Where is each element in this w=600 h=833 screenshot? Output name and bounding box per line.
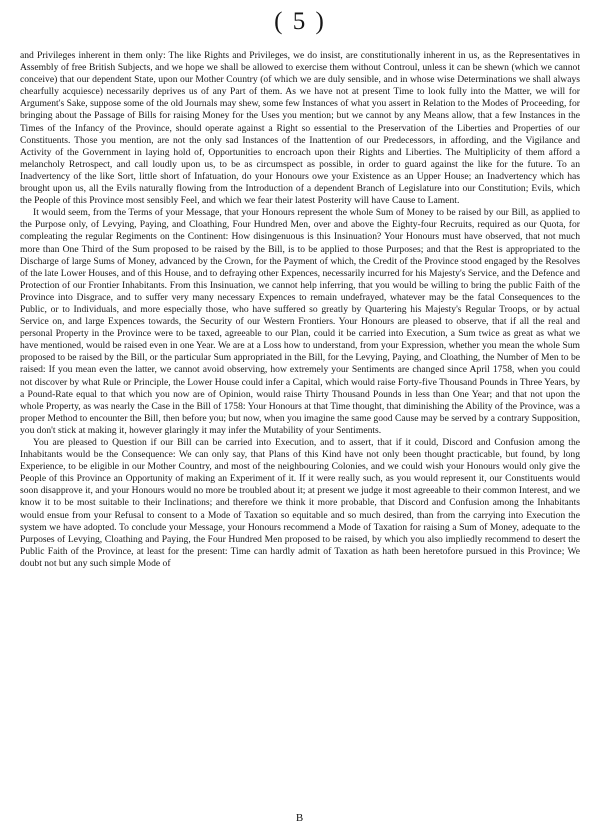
body-text	[20, 50, 580, 570]
paragraph: You are pleased to Question if our Bill can be carried into Execution, and to assert, that if it could, Discord and Confusion among the Inhabitants would be the Consequence: We can only say, that Plans of this Kind have not only been thought practicable, but found, by long Experience, to be eligible in our Mother Country, and most of the neighbouring Colonies, and we could wish your Honours would only give the People of this Province an Opportunity of making an Experiment of it. If it were really such, as you would represent it, our Constituents would soon disapprove it, and your Honours would no more be troubled about it; at present we judge it most agreeable to their common Interest, and we know it to be most suitable to their Inclinations; and therefore we think it more probable, that Discord and Confusion among the Inhabitants would ensue from your Refusal to consent to a Mode of Taxation so equitable and so much desired, than from the carrying into Execution the system we have adopted. To conclude your Message, your Honours recommend a Mode of Taxation for raising a Sum of Money, adequate to the Purposes of Levying, Cloathing and Paying, the Four Hundred Men proposed to be raised, by which you also impliedly recommend to desert the Public Faith of the Province, at least for the present: Time can hardly admit of Taxation as hath been heretofore pursued in this Province; We doubt not but any such simple Mode of	[20, 437, 580, 569]
paragraph: It would seem, from the Terms of your Message, that your Honours represent the whole Sum of Money to be raised by our Bill, as applied to the Purpose only, of Levying, Paying, and Cloathing, Four Hundred Men, over and above the Eighty-four Recruits, required as our Quota, for compleating the regular Regiments on the Continent: How disingenuous is this Insinuation? Your Honours must have observed, that not much more than One Third of the Sum proposed to be raised by the Bill, is to be applied to those Purposes; and that the Rest is appropriated to the Discharge of large Sums of Money, advanced by the Crown, for the Payment of which, the Credit of the Province stood engaged by the Resolves of the late Lower Houses, and of this House, and to defraying other Expences, necessarily incurred for his Majesty's Service, and the Defence and Protection of our Frontier Inhabitants. From this Insinuation, we cannot help inferring, that you would be willing to bring the public Faith of the Province into Disgrace, and to suffer very many necessary Expences to remain undefrayed, whatever may be the fatal Consequences to the Public, or to Individuals, and more especially those, who have suffered so greatly by Quartering his Majesty's Regular Troops, or by actual Service on, and large Expences towards, the Security of our Western Frontiers. Your Honours are pleased to observe, that if all the real and personal Property in the Province were to be taxed, agreeable to our Plan, could it be carried into Execution, a Sum twice as great as what we have mentioned, would be raised even in one Year. We are at a Loss how to understand, from your Expression, whether you mean the whole Sum proposed to be raised by the Bill, or the particular Sum appropriated in the Bill, for the Levying, Paying, and Cloathing, the Number of Men to be raised: If you mean even the latter, we cannot avoid observing, how extremely your Sentiments are changed since April 1758, when you could not discover by what Rule or Principle, the Lower House could infer a Capital, which would raise Forty-five Thousand Pounds in Three Years, by a Pound-Rate equal to that which you now are of Opinion, would raise Thirty Thousand Pounds in less than One Year; and that not upon the whole Property, as was nearly the Case in the Bill of 1758: Your Honours at that Time thought, that diminishing the Ability of the Province, was a proper Method to encounter the Bill, then before you; but now, when you imagine the same good Cause may be served by a contrary Supposition, you don't stick at making it, however glaringly it may infer the Mutability of your Sentiments.	[20, 207, 580, 436]
paragraph: and Privileges inherent in them only: The like Rights and Privileges, we do insist, are constitutionally inherent in us, as the Representatives in Assembly of free British Subjects, and we hope we shall be allowed to exercise them without Controul, unless it can be shewn (which we cannot conceive) that our dependent State, upon our Mother Country (of which we are duly sensible, and in whose wise Determinations we shall always chearfully acquiesce) necessarily deprives us of any Part of them. As we have not at present Time to look fully into the Matter, we will for Argument's Sake, suppose some of the old Journals may shew, some few Instances of what you assert in Relation to the Modes of Proceeding, for bringing about the Passage of Bills for raising Money for the Uses you mention; but we cannot by any Means allow, that a few Instances in the Times of the Infancy of the Province, should operate against a Right so essential to the Preservation of the Liberties and Properties of our Constituents. Those you mention, are not the only sad Instances of the Inattention of our Predecessors, in affording, and the Vigilance and Activity of the Government in laying hold of, Opportunities to encroach upon their Rights and Liberties. The Multiplicity of them afford a melancholy Retrospect, and call loudly upon us, to be as circumspect as possible, in order to guard against the like for the future. To an Inadvertency of the like Sort, little short of Infatuation, do your Honours owe your Existence as an Upper House; an Inadvertency which has brought upon us, all the Evils naturally flowing from the Introduction of a dependent Branch of Legislature into our Constitution; Evils, which the People of this Province most sensibly Feel, and which we fear their latest Posterity will have Cause to Lament.	[20, 50, 580, 207]
signature-mark: B	[295, 812, 305, 824]
page-number: ( 5 )	[274, 8, 326, 35]
